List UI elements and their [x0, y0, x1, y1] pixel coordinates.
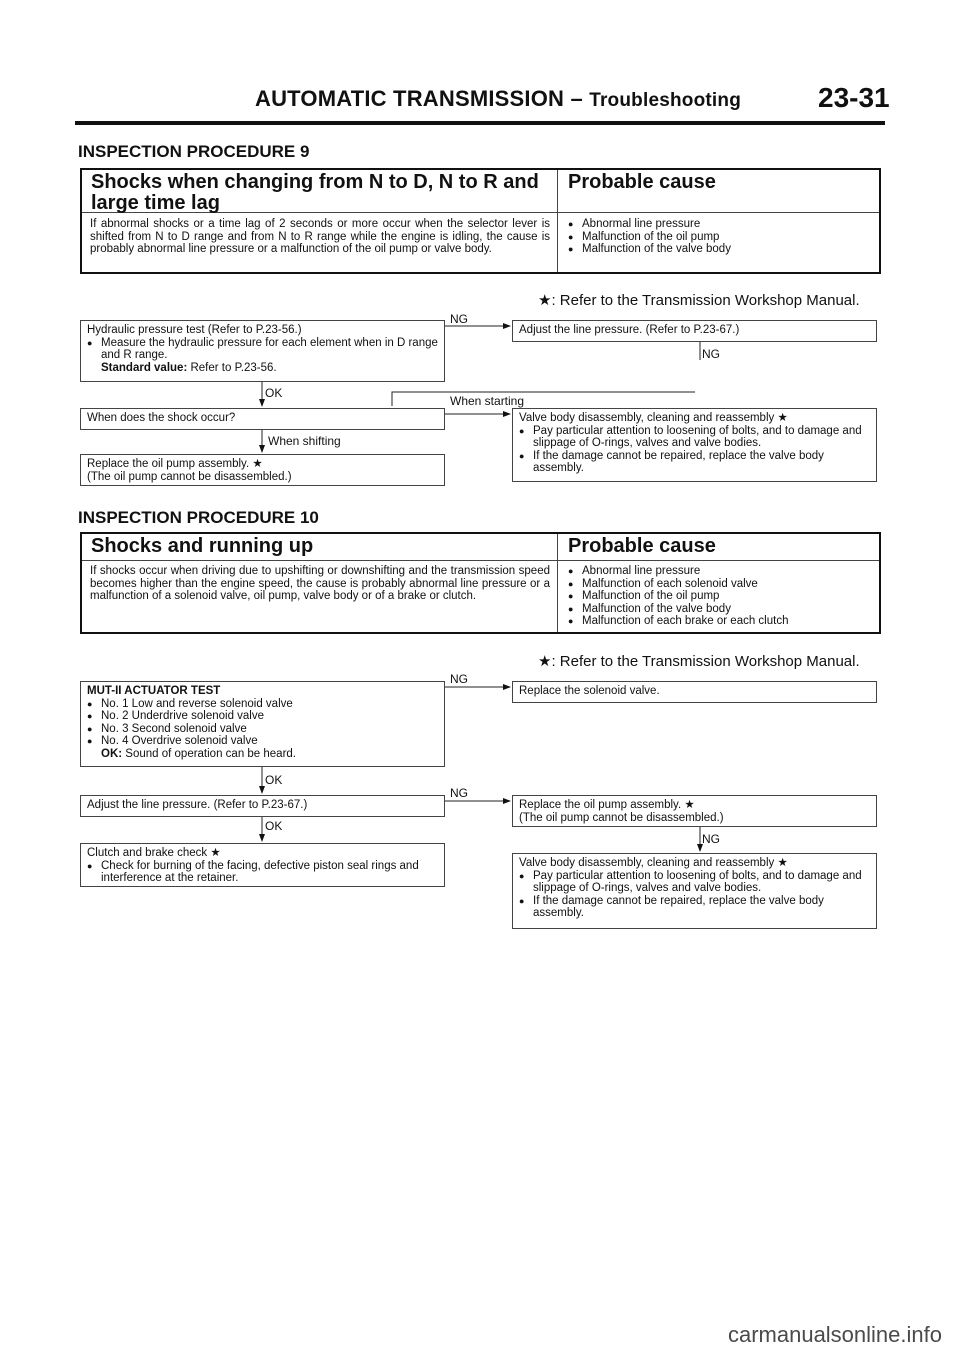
step-bullet: ● If the damage cannot be repaired, replace the valve body assembly. [519, 895, 870, 920]
flow-label-ng: NG [450, 672, 468, 686]
procedure-10-title: INSPECTION PROCEDURE 10 [78, 508, 319, 527]
workshop-manual-note: ★: Refer to the Transmission Workshop Manual. [538, 653, 860, 670]
step-bullet: ● No. 3 Second solenoid valve [87, 723, 438, 736]
step-title: Replace the solenoid valve. [519, 685, 660, 697]
cause-item: ● Malfunction of each solenoid valve [568, 578, 868, 591]
step-bullet: ● Check for burning of the facing, defective piston seal rings and interference at the retainer. [87, 860, 438, 885]
flow-label-ng: NG [450, 786, 468, 800]
step-line: Replace the oil pump assembly. ★ [519, 799, 695, 811]
cause-item: ● Malfunction of the valve body [568, 243, 868, 256]
connector-line [392, 392, 695, 406]
step-bullet: ● No. 4 Overdrive solenoid valve [87, 735, 438, 748]
step-bullet: ● No. 2 Underdrive solenoid valve [87, 710, 438, 723]
step-title: When does the shock occur? [87, 412, 236, 424]
cause-item: ● Malfunction of the oil pump [568, 590, 868, 603]
ok-criteria-label: OK: [101, 747, 123, 760]
flow-label-when-starting: When starting [450, 394, 525, 408]
step-title: Clutch and brake check ★ [87, 847, 221, 859]
flow-label-ok: OK [265, 819, 283, 833]
probable-cause-heading: Probable cause [568, 171, 716, 193]
step-bullet: ● Pay particular attention to loosening of bolts, and to damage and slippage of O-rings, valves and valve bodies. [519, 870, 870, 895]
symptom-description: If abnormal shocks or a time lag of 2 seconds or more occur when the selector lever is shifted from N to D range and from N to R range while the engine is idling, the cause is probably abnormal line pressure or a malfunction of the oil pump or valve body. [90, 218, 550, 256]
flow-label-ok: OK [265, 773, 283, 787]
flow-label-when-shifting: When shifting [268, 434, 341, 448]
step-bullet: ● Pay particular attention to loosening of bolts, and to damage and slippage of O-rings, valves and valve bodies. [519, 425, 870, 450]
flow-label-ok: OK [265, 386, 283, 400]
step-title: MUT-II ACTUATOR TEST [87, 685, 221, 697]
probable-cause-heading: Probable cause [568, 535, 716, 557]
cause-item: ● Malfunction of the oil pump [568, 231, 868, 244]
header-section: AUTOMATIC TRANSMISSION [255, 86, 565, 111]
step-bullet: ● No. 1 Low and reverse solenoid valve [87, 698, 438, 711]
flow-label-ng: NG [450, 312, 468, 326]
symptom-heading: Shocks when changing from N to D, N to R and large time lag [91, 171, 539, 214]
step-line: (The oil pump cannot be disassembled.) [519, 811, 724, 824]
header-dash: – [570, 86, 583, 111]
step-title: Hydraulic pressure test (Refer to P.23-56.) [87, 324, 302, 336]
standard-value-text: Refer to P.23-56. [187, 361, 277, 374]
step-line: (The oil pump cannot be disassembled.) [87, 470, 292, 483]
symptom-heading: Shocks and running up [91, 535, 314, 557]
step-bullet: ● If the damage cannot be repaired, replace the valve body assembly. [519, 450, 870, 475]
cause-item: ● Abnormal line pressure [568, 218, 868, 231]
step-title: Valve body disassembly, cleaning and reassembly ★ [519, 412, 788, 424]
flow-label-ng: NG [702, 832, 720, 846]
step-title: Adjust the line pressure. (Refer to P.23-67.) [519, 324, 740, 336]
step-title: Valve body disassembly, cleaning and reassembly ★ [519, 857, 788, 869]
page-number: 23-31 [818, 82, 890, 113]
step-title: Adjust the line pressure. (Refer to P.23-67.) [87, 799, 308, 811]
cause-item: ● Malfunction of each brake or each clutch [568, 615, 868, 628]
cause-item: ● Abnormal line pressure [568, 565, 868, 578]
workshop-manual-note: ★: Refer to the Transmission Workshop Manual. [538, 292, 860, 309]
cause-item: ● Malfunction of the valve body [568, 603, 868, 616]
watermark-text: carmanualsonline.info [727, 1322, 942, 1347]
standard-value-label: Standard value: [101, 361, 188, 374]
flow-label-ng: NG [702, 347, 720, 361]
symptom-description: If shocks occur when driving due to upshifting or downshifting and the transmission speed becomes higher than the engine speed, the cause is probably abnormal line pressure or a malfunction of a solenoid valve, oil pump, valve body or of a brake or clutch. [90, 565, 550, 603]
step-bullet: ● Measure the hydraulic pressure for each element when in D range and R range. [87, 337, 438, 362]
ok-criteria-text: Sound of operation can be heard. [122, 747, 297, 760]
header-subsection: Troubleshooting [589, 90, 742, 111]
procedure-9-title: INSPECTION PROCEDURE 9 [78, 142, 310, 161]
step-line: Replace the oil pump assembly. ★ [87, 458, 263, 470]
